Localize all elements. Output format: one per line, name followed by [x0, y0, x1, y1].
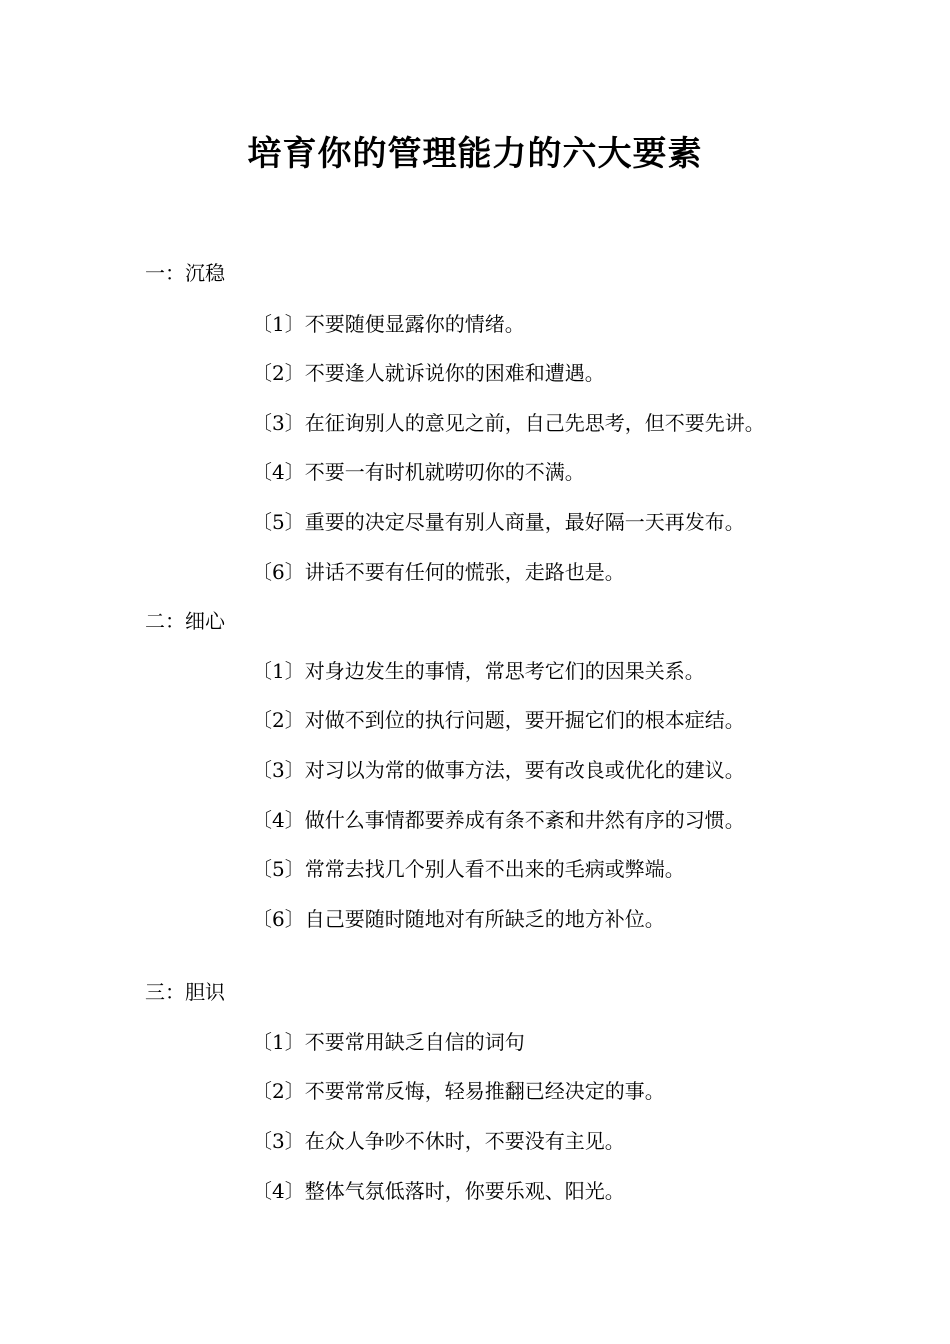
list-item: 〔5〕重要的决定尽量有别人商量，最好隔一天再发布。 — [252, 510, 745, 534]
list-item: 〔2〕不要逢人就诉说你的困难和遭遇。 — [252, 361, 605, 385]
section-heading-3: 三：胆识 — [145, 980, 225, 1004]
section-heading-1: 一：沉稳 — [145, 261, 225, 285]
list-item: 〔3〕对习以为常的做事方法，要有改良或优化的建议。 — [252, 758, 745, 782]
list-item: 〔1〕不要常用缺乏自信的词句 — [252, 1030, 525, 1054]
document-title: 培育你的管理能力的六大要素 — [247, 134, 703, 174]
list-item: 〔4〕做什么事情都要养成有条不紊和井然有序的习惯。 — [252, 808, 745, 832]
list-item: 〔3〕在征询别人的意见之前，自己先思考，但不要先讲。 — [252, 411, 765, 435]
list-item: 〔3〕在众人争吵不休时，不要没有主见。 — [252, 1129, 625, 1153]
list-item: 〔5〕常常去找几个别人看不出来的毛病或弊端。 — [252, 857, 685, 881]
list-item: 〔4〕不要一有时机就唠叨你的不满。 — [252, 460, 585, 484]
section-heading-2: 二：细心 — [145, 609, 225, 633]
list-item: 〔1〕对身边发生的事情，常思考它们的因果关系。 — [252, 659, 705, 683]
list-item: 〔6〕自己要随时随地对有所缺乏的地方补位。 — [252, 907, 665, 931]
list-item: 〔2〕对做不到位的执行问题，要开掘它们的根本症结。 — [252, 708, 745, 732]
list-item: 〔6〕讲话不要有任何的慌张，走路也是。 — [252, 560, 625, 584]
list-item: 〔2〕不要常常反悔，轻易推翻已经决定的事。 — [252, 1079, 665, 1103]
list-item: 〔4〕整体气氛低落时，你要乐观、阳光。 — [252, 1179, 625, 1203]
list-item: 〔1〕不要随便显露你的情绪。 — [252, 312, 525, 336]
